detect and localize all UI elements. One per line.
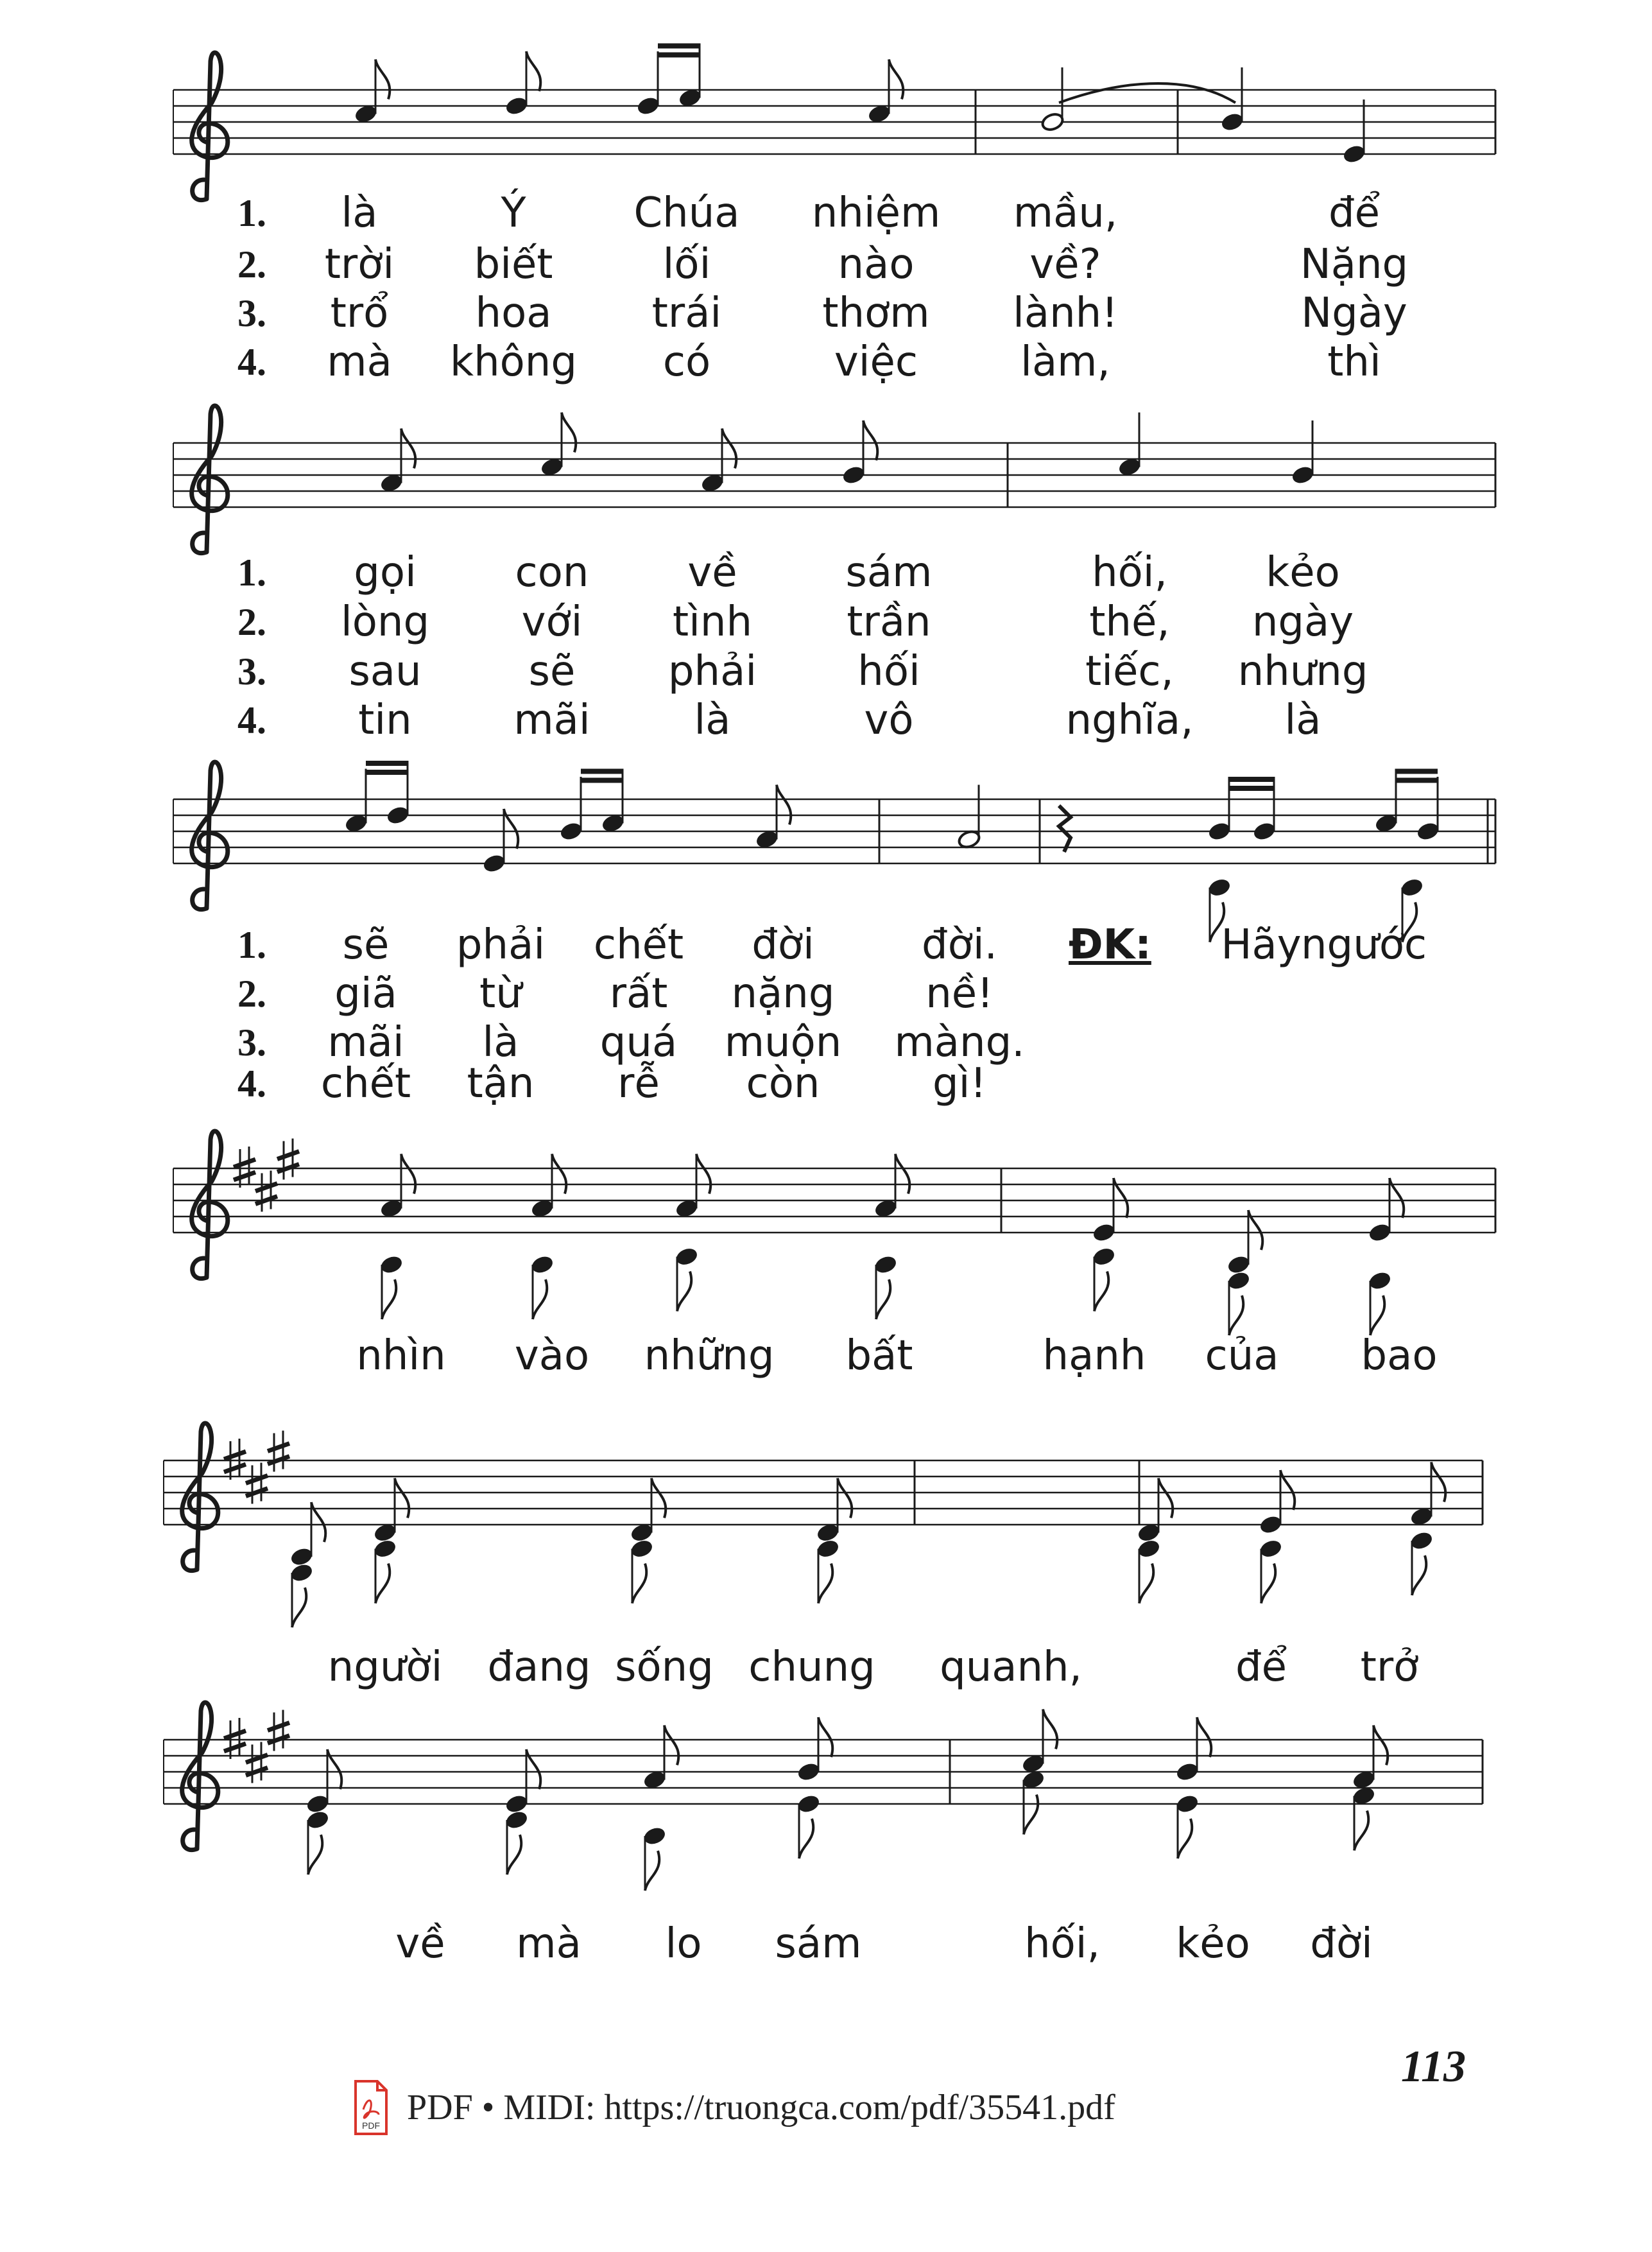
lyric-syllable: ngày (1252, 598, 1354, 646)
pdf-icon-label: PDF (362, 2120, 380, 2131)
treble-clef-icon (182, 1423, 218, 1571)
note-head (700, 429, 736, 494)
lyric-syllable: đời (752, 921, 814, 969)
sharp-icon (234, 1147, 255, 1188)
lyric-syllable: phải (667, 648, 757, 695)
lyric-syllable: ngước (1300, 921, 1427, 969)
lyric-syllable: lo (665, 1920, 702, 1968)
lyric-syllable: nặng (731, 970, 835, 1018)
lyric-syllable: nhưng (1237, 648, 1368, 695)
note-head (530, 1254, 555, 1319)
note-head (1291, 420, 1315, 485)
lyric-syllable: nề! (925, 970, 994, 1018)
lyric-syllable: thế, (1089, 598, 1170, 646)
note-head (816, 1538, 840, 1603)
sharp-icon (246, 1463, 268, 1504)
lyric-syllable: mà (516, 1920, 581, 1968)
lyric-syllable: sống (615, 1643, 714, 1691)
lyric-syllable: là (1284, 697, 1321, 744)
lyric-syllable: việc (834, 338, 918, 386)
lyric-syllable: về (687, 549, 737, 596)
verse-number: 2. (237, 243, 266, 286)
pdf-file-icon[interactable] (353, 2079, 389, 2136)
note-head (642, 1726, 678, 1790)
beam (658, 44, 700, 49)
lyric-syllable: màng. (894, 1019, 1025, 1066)
lyric-syllable: với (521, 598, 583, 646)
lyric-syllable: hối, (1092, 549, 1167, 596)
treble-clef-icon (182, 1702, 218, 1850)
lyric-syllable: về? (1029, 241, 1101, 288)
lyric-syllable: là (341, 189, 378, 237)
lyric-syllable: trở (1360, 1643, 1419, 1691)
treble-clef-icon (192, 762, 228, 910)
lyric-syllable: rễ (617, 1060, 660, 1107)
refrain-label: ĐK: (1069, 921, 1151, 969)
note-head (1409, 1530, 1434, 1595)
lyric-syllable: nào (838, 241, 915, 288)
lyric-syllable: còn (746, 1060, 820, 1107)
footer (353, 2079, 1115, 2136)
note-head (504, 1810, 529, 1875)
note-head (1021, 1769, 1045, 1834)
note-head (1226, 1270, 1251, 1335)
lyric-syllable: người (327, 1643, 443, 1691)
lyric-syllable: vô (864, 697, 914, 744)
lyric-syllable: kẻo (1176, 1920, 1250, 1968)
note-head (305, 1810, 330, 1875)
note-head (373, 1538, 397, 1603)
note-head (1175, 1794, 1200, 1858)
lyric-syllable: Chúa (633, 189, 740, 237)
note-head (873, 1254, 898, 1319)
note-head (796, 1794, 821, 1858)
beam (366, 761, 408, 766)
note-head (1259, 1538, 1283, 1603)
lyric-syllable: gì! (932, 1060, 987, 1107)
verse-number: 4. (237, 1062, 266, 1105)
lyric-syllable: chung (748, 1643, 875, 1691)
lyric-syllable: để (1329, 189, 1380, 237)
note-head (289, 1563, 314, 1627)
lyric-syllable: mà (327, 338, 392, 386)
lyric-syllable: chết (593, 921, 684, 969)
note-head (630, 1538, 654, 1603)
treble-clef-icon (192, 406, 228, 553)
lyric-syllable: hoa (475, 290, 552, 337)
note-head (675, 1154, 710, 1219)
sharp-icon (224, 1718, 246, 1759)
lyric-syllable: tin (358, 697, 412, 744)
note-head (873, 1154, 909, 1219)
lyric-syllable: muộn (724, 1019, 842, 1066)
verse-number: 4. (237, 699, 266, 741)
note-head (1352, 1785, 1376, 1850)
verse-number: 3. (237, 1021, 266, 1064)
beam (1396, 778, 1438, 783)
verse-number: 3. (237, 292, 266, 334)
note-head (957, 785, 981, 850)
lyric-syllable: mầu, (1013, 189, 1118, 237)
lyric-syllable: hạnh (1042, 1332, 1146, 1380)
treble-clef-icon (192, 1131, 228, 1279)
beam (1229, 777, 1274, 782)
lyric-syllable: giã (334, 970, 397, 1018)
lyric-syllable: quá (599, 1019, 678, 1066)
note-head (354, 60, 390, 125)
sharp-icon (246, 1742, 268, 1783)
lyric-syllable: lành! (1013, 290, 1118, 337)
lyric-syllable: bao (1361, 1332, 1438, 1380)
lyric-syllable: tình (673, 598, 752, 646)
verse-number: 1. (237, 551, 266, 594)
lyric-syllable: lòng (340, 598, 430, 646)
lyric-syllable: của (1205, 1332, 1279, 1380)
note-head (379, 1154, 415, 1219)
treble-clef-icon (192, 53, 228, 200)
lyric-syllable: làm, (1020, 338, 1110, 386)
note-head (379, 429, 415, 494)
lyric-syllable: gọi (354, 549, 417, 596)
lyric-syllable: hối (857, 648, 920, 695)
lyric-syllable: là (482, 1019, 519, 1066)
lyric-syllable: trần (847, 598, 931, 646)
lyric-syllable: đời (1310, 1920, 1373, 1968)
lyric-syllable: mãi (513, 697, 590, 744)
note-head (1137, 1478, 1173, 1543)
lyric-syllable: những (644, 1332, 775, 1380)
sharp-icon (277, 1139, 299, 1180)
verse-number: 1. (237, 192, 266, 234)
lyric-syllable: có (662, 338, 711, 386)
lyric-syllable: hối, (1024, 1920, 1100, 1968)
lyric-syllable: quanh, (940, 1643, 1082, 1691)
verse-number: 2. (237, 973, 266, 1015)
lyric-syllable: đời. (922, 921, 997, 969)
note-head (1342, 100, 1366, 164)
note-head (1409, 1462, 1445, 1527)
note-head (344, 769, 368, 834)
lyric-syllable: biết (474, 241, 553, 288)
lyric-syllable: Nặng (1300, 241, 1409, 288)
note-head (816, 1478, 852, 1543)
beam (658, 53, 700, 58)
lyric-syllable: sau (348, 648, 422, 695)
note-head (373, 1478, 409, 1543)
lyric-syllable: thì (1327, 338, 1381, 386)
lyric-syllable: không (450, 338, 577, 386)
note-head (1352, 1726, 1388, 1790)
lyric-syllable: sám (845, 549, 933, 596)
lyric-syllable: rất (609, 970, 668, 1018)
lyric-syllable: lối (662, 241, 711, 288)
note-head (1092, 1246, 1116, 1311)
lyric-syllable: trái (651, 290, 722, 337)
note-head (675, 1246, 699, 1311)
page-number: 113 (1400, 2042, 1466, 2092)
lyric-syllable: kẻo (1266, 549, 1340, 596)
note-head (379, 1254, 404, 1319)
beam (581, 769, 623, 774)
footer-link[interactable]: PDF • MIDI: https://truongca.com/pdf/35541.pdf (407, 2088, 1115, 2127)
lyric-syllable: đang (487, 1643, 591, 1691)
lyric-syllable: nhiệm (811, 189, 941, 237)
lyric-syllable: trổ (330, 290, 389, 337)
lyric-syllable: Hãy (1221, 921, 1302, 969)
note-head (1374, 769, 1398, 834)
lyric-syllable: trời (324, 241, 395, 288)
note-head (1416, 777, 1440, 842)
lyric-syllable: để (1235, 1643, 1287, 1691)
lyric-syllable: từ (479, 970, 522, 1018)
note-head (289, 1502, 325, 1567)
verse-number: 4. (237, 341, 266, 383)
lyric-syllable: tiếc, (1085, 648, 1174, 695)
beam (581, 778, 623, 783)
lyric-syllable: phải (456, 921, 546, 969)
lyric-syllable: sẽ (342, 921, 390, 969)
lyric-syllable: con (515, 549, 589, 596)
note-head (1137, 1538, 1161, 1603)
beam (1229, 786, 1274, 791)
note-head (1040, 67, 1065, 132)
note-head (1226, 1210, 1262, 1275)
note-head (630, 1478, 666, 1543)
note-head (636, 51, 660, 116)
note-head (559, 777, 583, 842)
lyric-syllable: sẽ (528, 648, 576, 695)
lyric-syllable: bất (845, 1332, 913, 1380)
lyric-syllable: nhìn (356, 1332, 446, 1380)
note-head (1021, 1710, 1057, 1774)
sharp-icon (268, 1431, 289, 1472)
note-head (1117, 413, 1142, 478)
beam (1396, 769, 1438, 774)
lyric-syllable: nghĩa, (1065, 697, 1194, 744)
verse-number: 3. (237, 650, 266, 693)
sharp-icon (268, 1710, 289, 1751)
note-head (642, 1826, 667, 1891)
lyric-syllable: Ý (501, 189, 526, 237)
lyric-syllable: vào (514, 1332, 590, 1380)
lyric-syllable: tận (467, 1060, 535, 1107)
note-head (755, 785, 791, 850)
lyric-syllable: Ngày (1301, 290, 1407, 337)
verse-number: 1. (237, 924, 266, 966)
lyric-syllable: sám (775, 1920, 862, 1968)
note-head (1207, 777, 1232, 842)
quarter-rest-icon (1059, 806, 1071, 852)
lyric-syllable: về (395, 1920, 445, 1968)
lyric-syllable: là (694, 697, 731, 744)
note-head (1368, 1270, 1392, 1335)
sharp-icon (224, 1439, 246, 1480)
sharp-icon (255, 1171, 277, 1212)
verse-number: 2. (237, 601, 266, 643)
note-head (867, 60, 903, 125)
note-head (530, 1154, 566, 1219)
lyric-syllable: thơm (822, 290, 930, 337)
note-head (540, 413, 576, 478)
lyric-syllable: mãi (327, 1019, 404, 1066)
lyric-syllable: chết (320, 1060, 411, 1107)
tie (1059, 83, 1235, 103)
beam (366, 770, 408, 775)
